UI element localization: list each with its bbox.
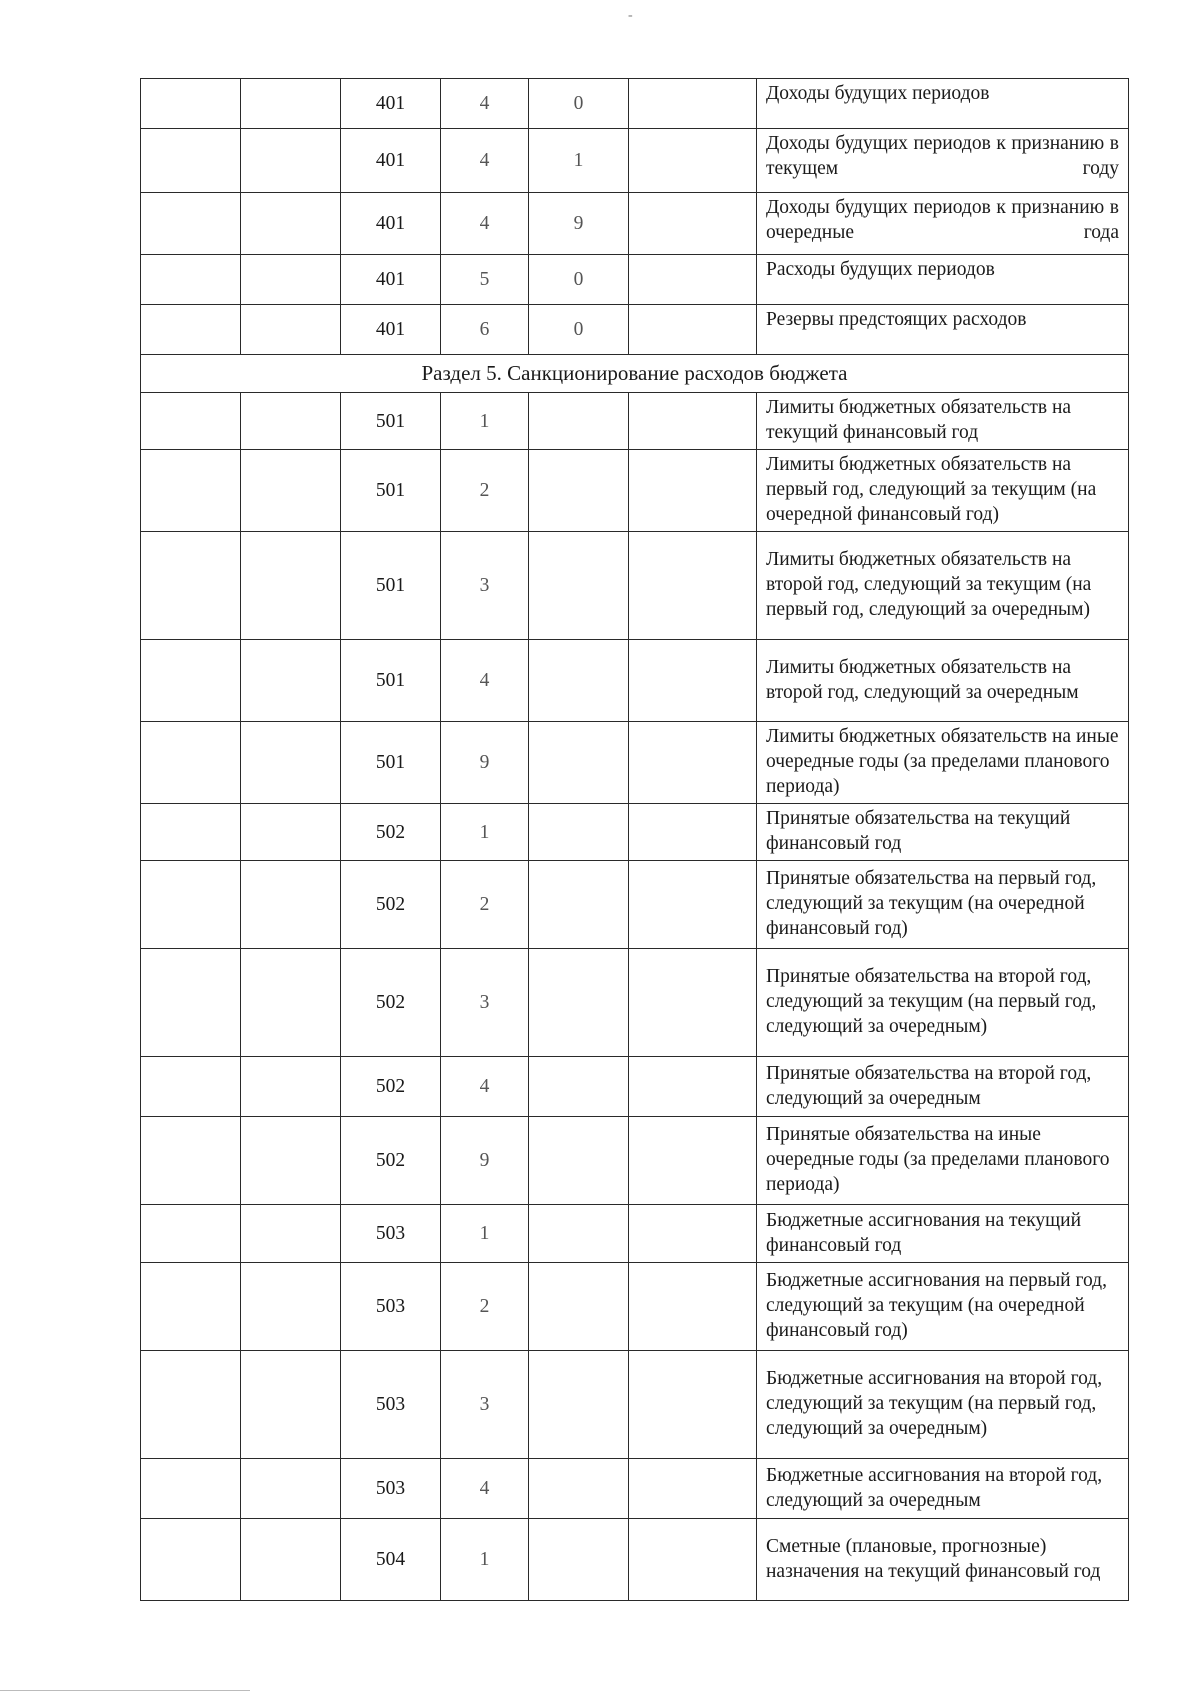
description-cell: Бюджетные ассигнования на второй год, следующий за текущим (на первый год, следующий за очередным) — [757, 1351, 1129, 1459]
description-cell: Резервы предстоящих расходов — [757, 305, 1129, 355]
group-code-cell: 3 — [441, 1351, 529, 1459]
empty-cell — [629, 255, 757, 305]
empty-cell — [241, 1057, 341, 1117]
empty-cell — [241, 393, 341, 450]
description-cell: Доходы будущих периодов — [757, 79, 1129, 129]
empty-cell — [629, 129, 757, 193]
table-row — [141, 450, 1129, 532]
empty-cell — [241, 640, 341, 722]
page-top-mark: - — [628, 8, 633, 23]
account-number-cell: 401 — [341, 79, 441, 129]
empty-cell — [629, 1057, 757, 1117]
empty-cell — [241, 1519, 341, 1601]
account-number-cell: 502 — [341, 861, 441, 949]
empty-cell — [241, 1263, 341, 1351]
empty-cell — [241, 1117, 341, 1205]
group-code-cell: 4 — [441, 129, 529, 193]
group-code-cell: 3 — [441, 532, 529, 640]
table-row — [141, 1519, 1129, 1601]
empty-cell — [629, 450, 757, 532]
group-code-cell: 2 — [441, 1263, 529, 1351]
empty-cell — [141, 1263, 241, 1351]
group-code-cell: 2 — [441, 861, 529, 949]
empty-cell — [629, 1519, 757, 1601]
sub-code-cell: 0 — [529, 305, 629, 355]
table-row — [141, 193, 1129, 255]
description-cell: Бюджетные ассигнования на первый год, следующий за текущим (на очередной финансовый год) — [757, 1263, 1129, 1351]
description-cell: Лимиты бюджетных обязательств на текущий финансовый год — [757, 393, 1129, 450]
empty-cell — [529, 804, 629, 861]
empty-cell — [141, 861, 241, 949]
empty-cell — [241, 722, 341, 804]
account-number-cell: 401 — [341, 193, 441, 255]
empty-cell — [141, 79, 241, 129]
group-code-cell: 9 — [441, 722, 529, 804]
empty-cell — [529, 861, 629, 949]
empty-cell — [241, 1205, 341, 1263]
group-code-cell: 4 — [441, 1057, 529, 1117]
account-number-cell: 502 — [341, 804, 441, 861]
description-cell: Принятые обязательства на второй год, следующий за текущим (на первый год, следующий за очередным) — [757, 949, 1129, 1057]
description-cell: Доходы будущих периодов к признанию в очередные года — [757, 193, 1129, 255]
account-number-cell: 503 — [341, 1351, 441, 1459]
group-code-cell: 1 — [441, 393, 529, 450]
account-number-cell: 501 — [341, 722, 441, 804]
empty-cell — [629, 532, 757, 640]
empty-cell — [529, 450, 629, 532]
empty-cell — [629, 1205, 757, 1263]
group-code-cell: 1 — [441, 804, 529, 861]
empty-cell — [141, 255, 241, 305]
rows-section-4 — [141, 79, 1129, 355]
account-number-cell: 501 — [341, 450, 441, 532]
group-code-cell: 4 — [441, 1459, 529, 1519]
description-cell: Бюджетные ассигнования на второй год, следующий за очередным — [757, 1459, 1129, 1519]
table-row — [141, 949, 1129, 1057]
empty-cell — [241, 1351, 341, 1459]
sub-code-cell: 1 — [529, 129, 629, 193]
group-code-cell: 4 — [441, 193, 529, 255]
empty-cell — [629, 640, 757, 722]
account-number-cell: 504 — [341, 1519, 441, 1601]
account-number-cell: 401 — [341, 129, 441, 193]
section-header-row — [141, 355, 1129, 393]
table-row — [141, 129, 1129, 193]
section-title: Раздел 5. Санкционирование расходов бюджета — [141, 355, 1129, 393]
empty-cell — [241, 949, 341, 1057]
table-row — [141, 393, 1129, 450]
sub-code-cell: 9 — [529, 193, 629, 255]
empty-cell — [241, 532, 341, 640]
empty-cell — [241, 804, 341, 861]
description-cell: Лимиты бюджетных обязательств на второй год, следующий за текущим (на первый год, следующий за очередным) — [757, 532, 1129, 640]
empty-cell — [241, 255, 341, 305]
empty-cell — [141, 532, 241, 640]
empty-cell — [529, 1263, 629, 1351]
table-row — [141, 861, 1129, 949]
description-cell: Доходы будущих периодов к признанию в текущем году — [757, 129, 1129, 193]
description-cell: Принятые обязательства на второй год, следующий за очередным — [757, 1057, 1129, 1117]
description-cell: Расходы будущих периодов — [757, 255, 1129, 305]
table-row — [141, 1057, 1129, 1117]
empty-cell — [529, 640, 629, 722]
empty-cell — [241, 129, 341, 193]
group-code-cell: 9 — [441, 1117, 529, 1205]
empty-cell — [141, 1205, 241, 1263]
empty-cell — [141, 640, 241, 722]
empty-cell — [629, 193, 757, 255]
group-code-cell: 4 — [441, 640, 529, 722]
table-row — [141, 1117, 1129, 1205]
description-cell: Лимиты бюджетных обязательств на первый год, следующий за текущим (на очередной финансовый год) — [757, 450, 1129, 532]
empty-cell — [241, 1459, 341, 1519]
table-row — [141, 255, 1129, 305]
description-cell: Принятые обязательства на текущий финансовый год — [757, 804, 1129, 861]
empty-cell — [141, 1519, 241, 1601]
empty-cell — [629, 393, 757, 450]
description-cell: Принятые обязательства на иные очередные годы (за пределами планового периода) — [757, 1117, 1129, 1205]
table-row — [141, 1459, 1129, 1519]
description-cell: Сметные (плановые, прогнозные) назначения на текущий финансовый год — [757, 1519, 1129, 1601]
account-number-cell: 503 — [341, 1459, 441, 1519]
empty-cell — [241, 861, 341, 949]
description-cell: Лимиты бюджетных обязательств на иные очередные годы (за пределами планового периода) — [757, 722, 1129, 804]
empty-cell — [629, 1117, 757, 1205]
account-number-cell: 501 — [341, 532, 441, 640]
empty-cell — [141, 722, 241, 804]
empty-cell — [141, 129, 241, 193]
empty-cell — [629, 804, 757, 861]
empty-cell — [241, 305, 341, 355]
empty-cell — [529, 1117, 629, 1205]
account-number-cell: 502 — [341, 1117, 441, 1205]
empty-cell — [141, 949, 241, 1057]
group-code-cell: 6 — [441, 305, 529, 355]
empty-cell — [529, 393, 629, 450]
empty-cell — [529, 1205, 629, 1263]
empty-cell — [141, 1351, 241, 1459]
empty-cell — [141, 1117, 241, 1205]
empty-cell — [529, 1351, 629, 1459]
empty-cell — [529, 532, 629, 640]
group-code-cell: 1 — [441, 1519, 529, 1601]
table-row — [141, 640, 1129, 722]
section-header — [141, 355, 1129, 393]
group-code-cell: 5 — [441, 255, 529, 305]
account-number-cell: 501 — [341, 393, 441, 450]
empty-cell — [241, 79, 341, 129]
account-number-cell: 401 — [341, 255, 441, 305]
group-code-cell: 2 — [441, 450, 529, 532]
empty-cell — [529, 1459, 629, 1519]
group-code-cell: 1 — [441, 1205, 529, 1263]
description-cell: Бюджетные ассигнования на текущий финансовый год — [757, 1205, 1129, 1263]
empty-cell — [629, 1459, 757, 1519]
empty-cell — [629, 305, 757, 355]
empty-cell — [141, 1459, 241, 1519]
group-code-cell: 3 — [441, 949, 529, 1057]
account-number-cell: 502 — [341, 949, 441, 1057]
empty-cell — [629, 1263, 757, 1351]
table-row — [141, 532, 1129, 640]
empty-cell — [141, 305, 241, 355]
empty-cell — [629, 949, 757, 1057]
table-row — [141, 79, 1129, 129]
empty-cell — [141, 804, 241, 861]
sub-code-cell: 0 — [529, 79, 629, 129]
description-cell: Принятые обязательства на первый год, следующий за текущим (на очередной финансовый год) — [757, 861, 1129, 949]
description-cell: Лимиты бюджетных обязательств на второй год, следующий за очередным — [757, 640, 1129, 722]
table-row — [141, 1205, 1129, 1263]
empty-cell — [141, 450, 241, 532]
empty-cell — [629, 79, 757, 129]
account-number-cell: 503 — [341, 1205, 441, 1263]
table-row — [141, 1263, 1129, 1351]
empty-cell — [141, 193, 241, 255]
bottom-rule — [0, 1690, 250, 1691]
chart-of-accounts-table — [140, 78, 1129, 1601]
empty-cell — [529, 1057, 629, 1117]
empty-cell — [629, 722, 757, 804]
account-number-cell: 502 — [341, 1057, 441, 1117]
empty-cell — [141, 1057, 241, 1117]
account-number-cell: 503 — [341, 1263, 441, 1351]
empty-cell — [629, 861, 757, 949]
empty-cell — [141, 393, 241, 450]
empty-cell — [629, 1351, 757, 1459]
account-number-cell: 501 — [341, 640, 441, 722]
table-row — [141, 804, 1129, 861]
table-row — [141, 305, 1129, 355]
empty-cell — [241, 193, 341, 255]
table-row — [141, 1351, 1129, 1459]
account-number-cell: 401 — [341, 305, 441, 355]
empty-cell — [529, 1519, 629, 1601]
empty-cell — [529, 722, 629, 804]
rows-section-5 — [141, 393, 1129, 1601]
group-code-cell: 4 — [441, 79, 529, 129]
table-row — [141, 722, 1129, 804]
empty-cell — [529, 949, 629, 1057]
empty-cell — [241, 450, 341, 532]
sub-code-cell: 0 — [529, 255, 629, 305]
